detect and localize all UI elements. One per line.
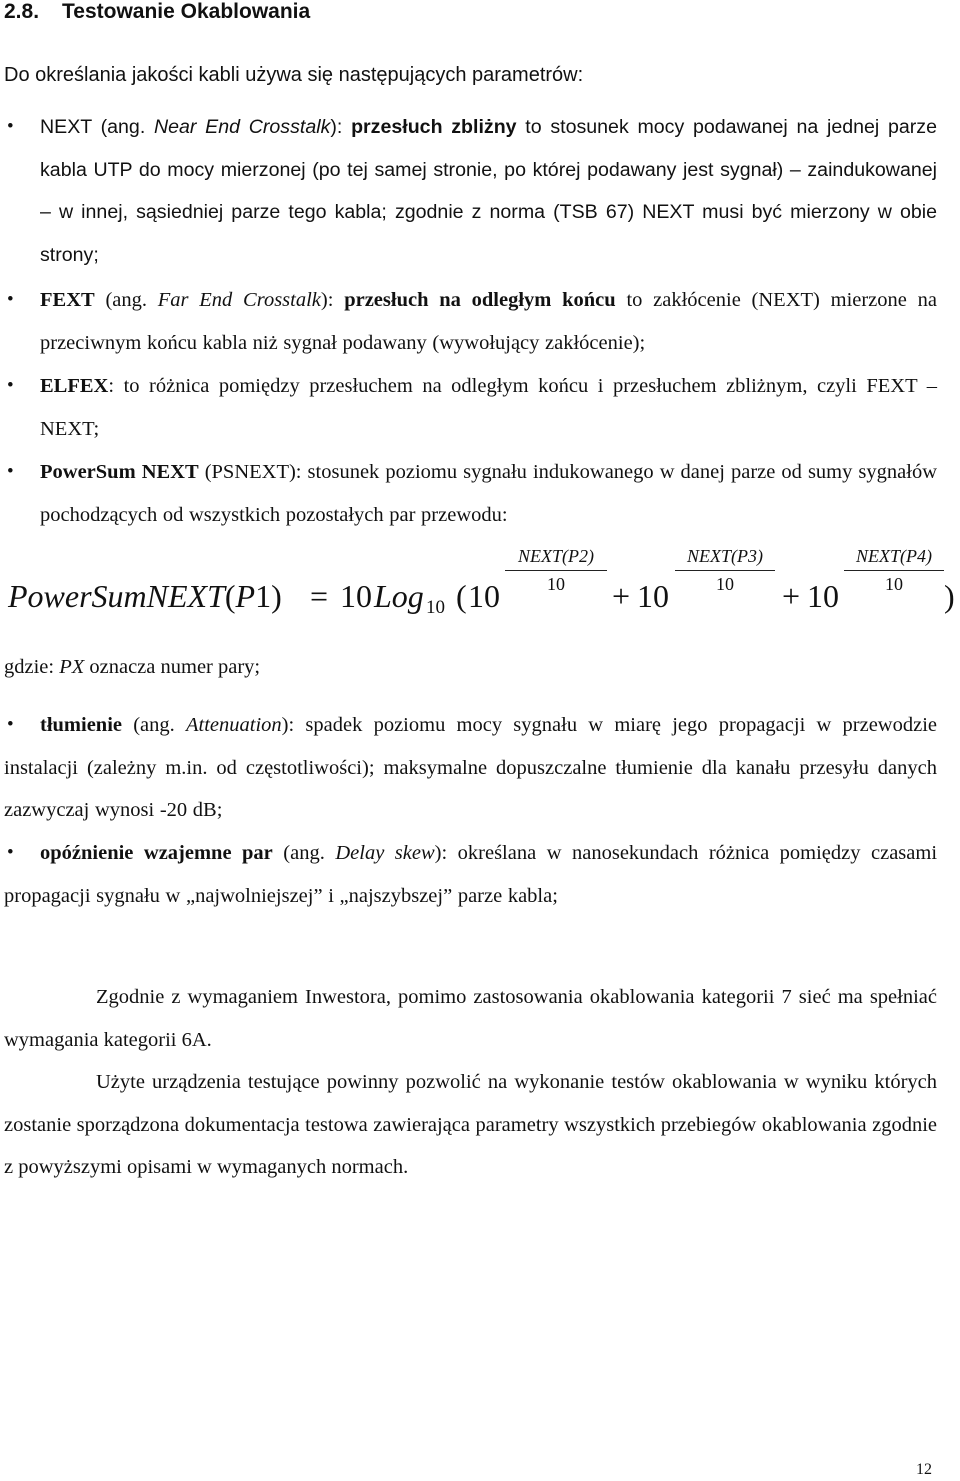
formula-coef: 10 — [340, 578, 372, 614]
formula-variable: PX — [59, 656, 85, 678]
english-term: Near End Crosstalk — [153, 116, 331, 138]
english-term: Delay skew — [335, 842, 435, 864]
list-item-attenuation: • tłumienie (ang. Attenuation): spadek poziomu mocy sygnału w miarę jego propagacji w przewodzie instalacji (zależny m.in. od częstotliwości); maksymalne dopuszczalne tłumienie dla kanału przesyłu danych zazwyczaj wynosi -20 dB; — [40, 704, 937, 832]
list-item-next: • NEXT (ang. Near End Crosstalk): przesłuch zbliżny to stosunek mocy podawanej na jednej parze kabla UTP do mocy mierzonej (po tej samej stronie, po której podawany jest sygnał) – zaindukowanej – w innej, sąsiedniej parze tego kabla; zgodnie z norma (TSB 67) NEXT musi być mierzony w obie strony; — [40, 106, 937, 276]
bullet: • — [7, 116, 14, 137]
term-description: to zakłócenie (NEXT) mierzone na przeciwnym końcu kabla niż sygnał podawany (wywołujący zakłócenie); — [40, 289, 937, 354]
page-number: 12 — [916, 1461, 932, 1478]
formula-plus: + — [782, 578, 801, 614]
formula-equals: = — [310, 578, 329, 614]
formula-base: 10 — [637, 578, 669, 614]
formula-legend: gdzie: PX oznacza numer pary; — [4, 656, 261, 678]
english-term: Far End Crosstalk — [157, 289, 321, 311]
bullet: • — [7, 289, 14, 310]
bullet: • — [7, 375, 14, 396]
section-number: 2.8. — [4, 0, 40, 23]
exponent-p3: NEXT(P3) 10 — [675, 545, 775, 595]
formula-base: 10 — [468, 578, 500, 614]
bullet: • — [7, 714, 14, 735]
term-description: ): spadek poziomu mocy sygnału w miarę jego propagacji w przewodzie instalacji (zależny m.in. od częstotliwości); maksymalne dopuszczalne tłumienie dla kanału przesyłu danych zazwyczaj wynosi -20 dB; — [4, 714, 937, 822]
bullet: • — [7, 842, 14, 863]
intro-text: Do określania jakości kabli używa się następujących parametrów: — [4, 64, 584, 86]
paragraph-requirements: Zgodnie z wymaganiem Inwestora, pomimo zastosowania okablowania kategorii 7 sieć ma spełniać wymagania kategorii 6A. — [4, 986, 937, 1051]
list-item-delay-skew: • opóźnienie wzajemne par (ang. Delay skew): określana w nanosekundach różnica pomiędzy czasami propagacji sygnału w „najwolniejszej” i „najszybszej” parze kabla; — [40, 832, 937, 917]
formula-open-paren: ( — [456, 578, 467, 614]
term-delay-skew: opóźnienie wzajemne par — [40, 842, 273, 864]
term-next: NEXT — [40, 116, 92, 138]
term-name: przesłuch zbliżny — [351, 116, 517, 138]
term-attenuation: tłumienie — [40, 714, 122, 736]
exponent-p4: NEXT(P4) 10 — [844, 545, 944, 595]
term-description: : to różnica pomiędzy przesłuchem na odległym końcu i przesłuchem zbliżnym, czyli FEXT – NEXT; — [40, 375, 937, 440]
section-heading — [4, 0, 310, 30]
formula-log-base: 10 — [426, 597, 445, 618]
term-description: (PSNEXT): stosunek poziomu sygnału indukowanego w danej parze od sumy sygnałów pochodzących od wszystkich pozostałych par przewodu: — [40, 461, 937, 526]
term-description: ): określana w nanosekundach różnica pomiędzy czasami propagacji sygnału w „najwolniejszej” i „najszybszej” parze kabla; — [4, 842, 938, 907]
list-item-psnext — [7, 451, 937, 536]
formula-base: 10 — [807, 578, 839, 614]
formula-plus: + — [612, 578, 631, 614]
paragraph-testing-devices: Użyte urządzenia testujące powinny pozwolić na wykonanie testów okablowania w wyniku których zostanie sporządzona dokumentacja testowa zawierająca parametry wszystkich przebiegów okablowania zgodnie z powyższymi opisami w wymaganych normach. — [4, 1071, 937, 1179]
formula-log: Log — [374, 578, 424, 614]
list-item-elfex — [7, 365, 937, 450]
term-psnext: PowerSum NEXT — [40, 461, 199, 483]
exponent-p2: NEXT(P2) 10 — [505, 545, 607, 595]
formula-lhs: PowerSumNEXT — [8, 578, 225, 614]
term-name: przesłuch na odległym końcu — [344, 289, 616, 311]
term-fext: FEXT — [40, 289, 95, 311]
list-item-fext: • FEXT (ang. Far End Crosstalk): przesłuch na odległym końcu to zakłócenie (NEXT) mierzone na przeciwnym końcu kabla niż sygnał podawany (wywołujący zakłócenie); — [40, 279, 937, 364]
bullet: • — [7, 461, 14, 482]
section-title: Testowanie Okablowania — [62, 0, 311, 23]
term-elfex: ELFEX — [40, 375, 109, 397]
powersum-formula: PowerSumNEXT(P1) = 10 Log 10 ( 10 NEXT(P2) 10 + 10 NEXT(P3) 10 + 10 NEXT(P4) 10 ) — [8, 546, 955, 618]
english-term: Attenuation — [186, 714, 282, 736]
term-description: to stosunek mocy podawanej na jednej parze kabla UTP do mocy mierzonej (po tej samej stronie, po której podawany jest sygnał) – zaindukowanej – w innej, sąsiedniej parze tego kabla; zgodnie z norma (TSB 67) NEXT musi być mierzony w obie strony; — [40, 116, 937, 266]
formula-close-paren: ) — [944, 578, 955, 614]
